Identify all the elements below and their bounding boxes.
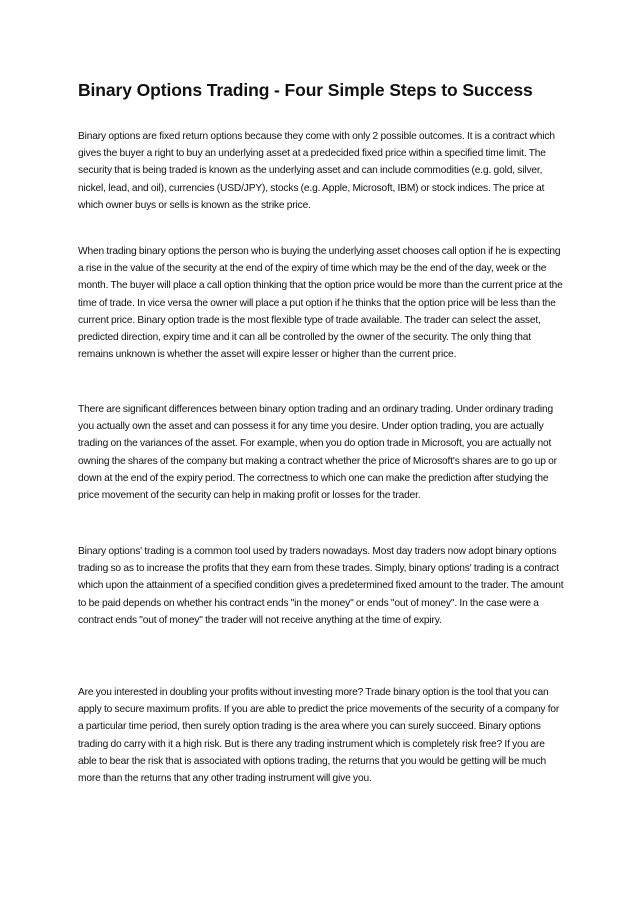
paragraph-3: There are significant differences between binary option trading and an ordinary trading. Under ordinary trading you actually own the asset and can possess it for any time you desire. Under option trading, you are actually trading on the variances of the asset. For example, when you do option trade in Microsoft, you are actually not owning the shares of the company but making a contract whether the price of Microsoft's shares are to go up or down at the end of the expiry period. The correctness to which one can make the prediction after studying the price movement of the security can help in making profit or losses for the trader.: [78, 404, 557, 502]
paragraph-2: When trading binary options the person who is buying the underlying asset chooses call option if he is expecting a rise in the value of the security at the end of the expiry of time which may be the end of the day, week or the month. The buyer will place a call option thinking that the option price would be more than the current price at the time of trade. In vice versa the owner will place a put option if he thinks that the option price will be less than the current price. Binary option trade is the most flexible type of trade available. The trader can select the asset, predicted direction, expiry time and it can all be controlled by the owner of the security. The only thing that remains unknown is whether the asset will expire lesser or higher than the current price.: [78, 246, 563, 361]
paragraph-4: Binary options' trading is a common tool used by traders nowadays. Most day traders now adopt binary options trading so as to increase the profits that they earn from these trades. Simply, binary options' trading is a contract which upon the attainment of a specified condition gives a predetermined fixed amount to the trader. The amount to be paid depends on whether his contract ends "in the money" or ends "out of money". In the case were a contract ends "out of money" the trader will not receive anything at the time of expiry.: [78, 546, 564, 626]
paragraph-1: Binary options are fixed return options because they come with only 2 possible outcomes. It is a contract which gives the buyer a right to buy an underlying asset at a predecided fixed price within a specified time limit. The security that is being traded is known as the underlying asset and can include commodities (e.g. gold, silver, nickel, lead, and oil), currencies (USD/JPY), stocks (e.g. Apple, Microsoft, IBM) or stock indices. The price at which owner buys or sells is known as the strike price.: [78, 131, 555, 211]
paragraph-5: Are you interested in doubling your profits without investing more? Trade binary option is the tool that you can apply to secure maximum profits. If you are able to predict the price movements of the security of a company for a particular time period, then surely option trading is the area where you can surely succeed. Binary options trading do carry with it a high risk. But is there any trading instrument which is completely risk free? If you are able to bear the risk that is associated with options trading, the returns that you would be getting will be much more than the returns that any other trading instrument will give you.: [78, 687, 560, 785]
document-title: Binary Options Trading - Four Simple Steps to Success: [78, 80, 533, 100]
